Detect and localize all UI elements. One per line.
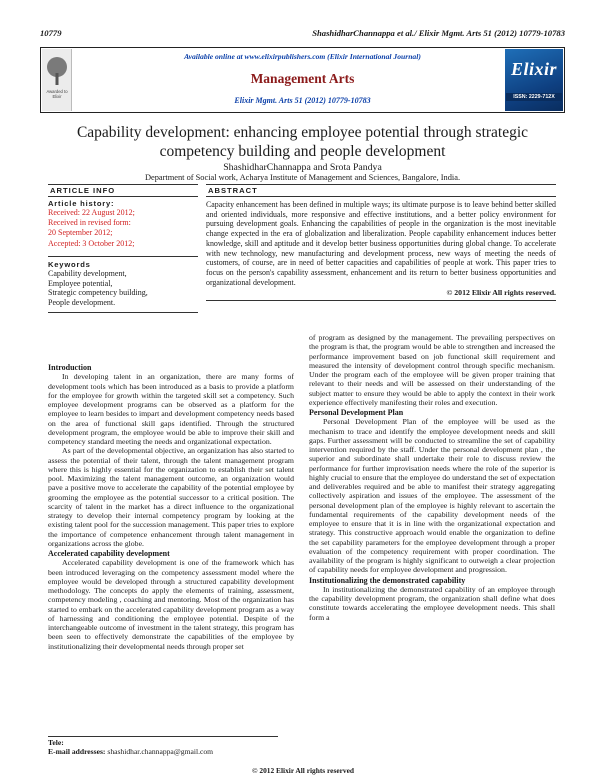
email-line bbox=[48, 747, 558, 756]
tree-icon bbox=[44, 55, 70, 87]
footnote-rule bbox=[48, 736, 278, 737]
paragraph: Accelerated capability development is one of the framework which has been introduced leveraging on the competency assessment model where the employee would be developed through a structured capability development methodology. The concepts do apply the elements of training, assessment, competency modeling , coaching and mentoring. Most of the organization has started to embark on the accelerated capability development program as a way of harnessing and conditioning the employee potential. Despite of the interchangeable outcome of investment in the talent strategy, this program has been seen to effectively demonstrate the capabilities of the employee by institutionalizing their developmental needs through proper set bbox=[48, 558, 294, 651]
history-heading: Article history: bbox=[48, 199, 115, 208]
history-line: 20 September 2012; bbox=[48, 228, 113, 238]
abstract-rights: © 2012 Elixir All rights reserved. bbox=[446, 288, 556, 298]
journal-citation: Elixir Mgmt. Arts 51 (2012) 10779-10783 bbox=[234, 96, 371, 105]
abstract-text: Capacity enhancement has been defined in multiple ways; its ultimate purpose is to leave behind better skilled and oriented individuals, more responsive and effective institutions, and a better policy environment for pursuing development goals. Enhancing the capabilities of people in the organization is the most inevitable change expected in the era of globalization and liberalization. People capability enhancement induces better knowledge, skill and aptitude and it develop better business opportunities during global change. To accelerate with new technology, new manufacturing and development process, new ways of meeting the needs of customers, of course, are in need of better capacities and capabilities of people at work. This paper tries to focus on the person's capability assessment, enhancement and its return to better business opportunities and organizational development. bbox=[206, 200, 556, 287]
keyword: Capability development, bbox=[48, 268, 127, 278]
paper-title-line-2: competency building and people development bbox=[159, 143, 446, 160]
divider bbox=[206, 300, 556, 301]
history-line: Accepted: 3 October 2012; bbox=[48, 238, 135, 248]
authors: ShashidharChannappa and Srota Pandya bbox=[223, 162, 382, 173]
section-heading-accelerated: Accelerated capability development bbox=[48, 549, 170, 558]
email-label: E-mail addresses: bbox=[48, 747, 106, 756]
running-citation: ShashidharChannappa et al./ Elixir Mgmt. Arts 51 (2012) 10779-10783 bbox=[312, 28, 565, 38]
running-header bbox=[40, 28, 565, 41]
paper-title bbox=[40, 123, 565, 161]
keyword: Strategic competency building, bbox=[48, 288, 148, 298]
history-line: Received: 22 August 2012; bbox=[48, 208, 135, 217]
paragraph: Personal Development Plan of the employee will be used as the mechanism to trace and identify the employee development needs and skill gaps. Further assessment will be conducted to streamline the set of capability intervention required by the staff. Under the personal development plan , the superior and subordinate shall undertake their role to discuss review the performance for further improvisation needs where the role of the superior is highly crucial to ensure that the employee do understand the set of expectation and deliverables required and be able to manifest their strategy aggregating collectively aspiration and issues of the employee. The assessment of the personal development plan of the employee is highly relevant to ascertain the fundamental requirements of the capability development needs of the employee to ensure that it is in line with the organizational expectation and strategy. This constructive approach would enable the organization to define the set capability parameters for the employee development through a proper evaluation of the competency requirement with proper coordination. The availability of the program is highly significant to outweigh a clear projection of capability needs for employee development and progression. bbox=[309, 417, 555, 575]
section-heading-pdp: Personal Development Plan bbox=[309, 408, 404, 417]
body-column-left bbox=[48, 362, 294, 651]
section-heading-introduction: Introduction bbox=[48, 363, 92, 372]
body-column-right bbox=[309, 333, 555, 622]
tele-label: Tele: bbox=[48, 738, 64, 747]
footer bbox=[48, 736, 558, 775]
paragraph: of program as designed by the management. The prevailing perspectives on the program is that, the program would be able to strengthen and increased the performance improvement based on job functional skill requirement and measured the intensity of development control through specific mechanism. Under the program each of the employee will be given proper training that relevant to their needs and will be assessed on their understanding of the subject matter to ensure they would be able to apply the context in their work experience effectively manifesting their roles and execution. bbox=[309, 333, 555, 407]
abstract-heading: ABSTRACT bbox=[206, 184, 556, 197]
footer-rights: © 2012 Elixir All rights reserved bbox=[252, 766, 354, 775]
email-address[interactable]: shashidhar.channappa@gmail.com bbox=[107, 747, 214, 756]
logo-issn: ISSN: 2229-712X bbox=[506, 93, 562, 101]
keywords-heading: Keywords bbox=[48, 256, 198, 269]
keyword: People development. bbox=[48, 298, 116, 308]
article-info-heading: ARTICLE INFO bbox=[48, 184, 198, 197]
section-heading-institutionalizing: Institutionalizing the demonstrated capability bbox=[309, 575, 466, 585]
logo-brand: Elixir bbox=[510, 59, 557, 79]
divider bbox=[48, 312, 198, 313]
elixir-logo bbox=[505, 49, 563, 111]
history-line: Received in revised form: bbox=[48, 218, 131, 228]
badge-text: Awarded to Elixir bbox=[46, 89, 68, 99]
award-badge bbox=[42, 49, 72, 111]
affiliation: Department of Social work, Acharya Institute of Management and Sciences, Bangalore, India. bbox=[144, 173, 461, 182]
journal-title: Management Arts bbox=[250, 71, 355, 86]
paper-title-line-1: Capability development: enhancing employee potential through strategic bbox=[76, 124, 529, 141]
paragraph: As part of the developmental objective, an organization has also started to assess the potential of their talent, through the talent management program where this is highly essential for the organization to establish their set talent pool. Maximizing the talent management outcome, an organization would pave a positive move to accelerate the capability of the potential employee by grooming the employee as the potential successor to a critical position. The scarcity of talent in the market has a direct influence to the organizational strategy to develop their internal competency program by looking at the existing talent pool for the succession management. This paper tries to explore the importance of competence enhancement through talent management in organizations across the globe. bbox=[48, 446, 294, 548]
keyword: Employee potential, bbox=[48, 278, 113, 288]
journal-banner bbox=[40, 47, 565, 113]
page-number: 10779 bbox=[40, 28, 62, 38]
paragraph: In institutionalizing the demonstrated capability of an employee through the capability development program, the organization shall define what does constitute towards accelerating the employee development needs. This shall form a bbox=[309, 584, 555, 622]
abstract bbox=[206, 184, 556, 301]
article-info bbox=[48, 184, 198, 313]
paragraph: In developing talent in an organization, there are many forms of development tools which has been introduced as a basis to provide a platform for the employee for growth within the targeted skill set a competency. Such employee development programs can be observed as a platform for the employee to learn besides to impart and development competency needs based on the area of functional skill gaps identified. Through the structured development program, the employee would be able to improve their skill and competency standard meeting the needs and organizational expectation. bbox=[48, 372, 294, 446]
online-availability: Available online at www.elixirpublishers.com (Elixir International Journal) bbox=[184, 52, 421, 61]
